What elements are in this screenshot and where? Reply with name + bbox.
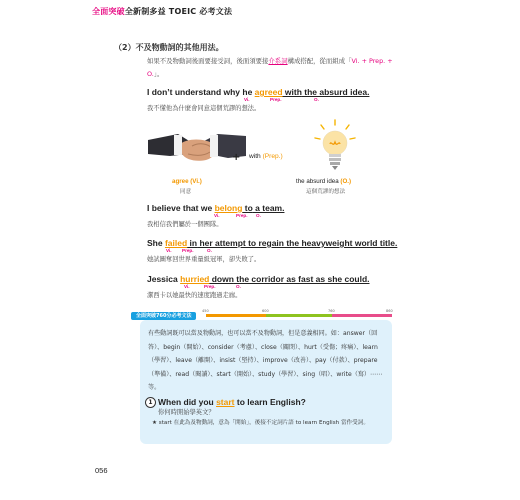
preposition: in: [187, 238, 198, 248]
book-title-series: 全面突破: [92, 7, 125, 16]
tag-obj: O.: [207, 248, 212, 253]
caption-object: the absurd idea: [296, 178, 339, 185]
lightbulb-image: [312, 118, 358, 174]
example-translation-4: 潔西卡以她最快的速度跑過走廊。: [147, 292, 242, 299]
progress-label: 760: [328, 309, 335, 313]
caption-right-cn: 這個荒謬的想法: [306, 189, 346, 195]
prep-tag: (Prep.): [262, 153, 283, 160]
example-sentence-3: [147, 238, 397, 248]
verb-highlight: start: [216, 397, 235, 407]
tag-obj: O.: [236, 284, 241, 289]
verb-highlight: belong: [214, 203, 243, 213]
book-title: [92, 6, 232, 17]
star-icon: ★: [152, 420, 158, 426]
sentence-text: When did you: [158, 397, 217, 407]
section-heading: （2）不及物動詞的其他用法。: [114, 43, 224, 52]
sentence-text: Jessica: [147, 274, 181, 284]
example-sentence-2: [147, 203, 284, 213]
intro-highlight-preposition: 介系詞: [268, 57, 288, 65]
object: the absurd idea.: [301, 87, 370, 97]
caption-verb-tag: (Vi.): [190, 178, 202, 185]
object: a team.: [252, 203, 285, 213]
sentence-text: I don’t understand why he: [147, 87, 255, 97]
progress-segment-600: [206, 314, 266, 317]
preposition: with: [282, 87, 302, 97]
verb-highlight: hurried: [180, 274, 210, 284]
progress-segment-760: [266, 314, 332, 317]
example-sentence-1: [147, 87, 369, 97]
intro-text-3: 」。: [153, 70, 164, 78]
sentence-text: to learn English?: [234, 397, 306, 407]
tag-vi: Vi.: [184, 284, 190, 289]
progress-label: 600: [262, 309, 269, 313]
sentence-text: She: [147, 238, 165, 248]
example-number-badge: 1: [145, 397, 156, 408]
tag-prep: Prep.: [182, 248, 194, 253]
tag-prep: Prep.: [236, 213, 248, 218]
tag-vi: Vi.: [166, 248, 172, 253]
book-title-main: 全新制多益 TOEIC 必考文法: [124, 7, 233, 16]
example-translation-2: 我相信我們屬於一個團隊。: [147, 221, 223, 228]
tag-prep: Prep.: [204, 284, 216, 289]
tip-example-sentence: [158, 397, 306, 407]
tag-vi: Vi.: [244, 97, 250, 102]
progress-label: 860: [386, 309, 393, 313]
intro-text-1: 如果不及物動詞後面要接受詞，後面須要接: [147, 57, 269, 65]
with-word: with: [249, 153, 263, 160]
intro-formula: Vi. + Prep. + O.: [147, 57, 393, 78]
progress-segment-860: [332, 314, 392, 317]
intro-text-2: 構成搭配，從而組成「: [287, 57, 352, 65]
caption-left-en: [172, 178, 202, 185]
example-translation-3: 她試圖奪回世界重量級冠軍，卻失敗了。: [147, 256, 261, 263]
verb-highlight: failed: [164, 238, 188, 248]
tag-prep: Prep.: [270, 97, 282, 102]
verb-highlight: agreed: [254, 87, 283, 97]
caption-object-tag: (O.): [340, 178, 352, 185]
sentence-text: I believe that we: [147, 203, 215, 213]
section-intro: [147, 55, 397, 81]
preposition: to: [242, 203, 253, 213]
tip-box-body: 有些動詞既可以當及物動詞，也可以當不及物動詞，但是意義相同。如：answer（回答）、begin（開始）、consider（考慮）、close（關閉）、hurt（受傷；疼痛）、learn（學習）、leave（離開）、insist（堅持）、improve（改善）、pay（付款）、prepare（準備）、read（閱讀）、start（開始）、study（學習）、sing（唱）、write（寫）⋯⋯等。: [148, 330, 383, 391]
example-sentence-4: [147, 274, 370, 284]
handshake-image: [148, 124, 246, 174]
caption-left-cn: 同意: [180, 189, 192, 195]
example-translation-1: 我不懂他為什麼會同意這個荒謬的想法。: [147, 105, 261, 112]
level-progress-bar: [202, 309, 393, 317]
object: the corridor as fast as she could.: [233, 274, 370, 284]
tip-box-banner: 全面突破760分必考文法: [131, 312, 196, 320]
with-prep-label: [249, 153, 283, 160]
progress-label: 450: [202, 309, 209, 313]
tip-note: [152, 418, 380, 429]
caption-verb: agree: [172, 178, 189, 185]
tag-obj: O.: [314, 97, 319, 102]
tip-example-translation: 你何時開始學英文？: [158, 409, 215, 416]
note-text: start 在此為及物動詞，意為「開始」，後接不定詞片語 to learn English 當作受詞。: [158, 420, 369, 426]
tag-obj: O.: [256, 213, 261, 218]
object: her attempt to regain the heavyweight world title.: [197, 238, 398, 248]
tag-vi: Vi.: [214, 213, 220, 218]
preposition: down: [209, 274, 234, 284]
page-number: 056: [95, 466, 108, 475]
caption-right-en: [296, 178, 351, 185]
plus-sign: +: [232, 152, 241, 163]
